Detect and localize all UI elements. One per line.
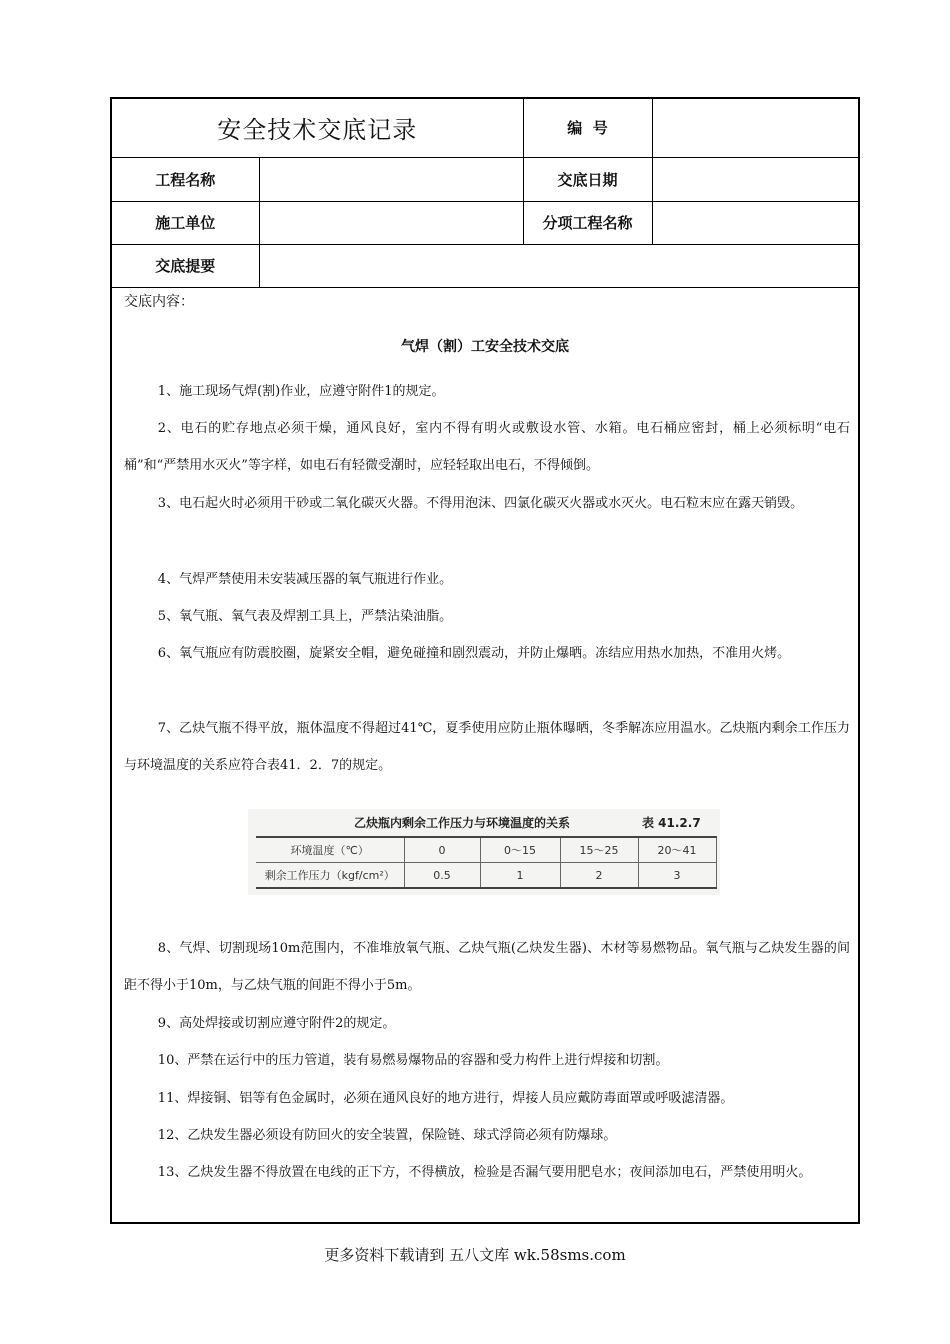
table-cell: 3 xyxy=(638,863,716,889)
paragraph-4: 4、气焊严禁使用未安装减压器的氧气瓶进行作业。 xyxy=(157,572,453,587)
paragraph-3: 3、电石起火时必须用干砂或二氧化碳灭火器。不得用泡沫、四氯化碳灭火器或水灭火。电石粒末应在露天销毁。 xyxy=(157,496,804,511)
paragraph-5: 5、氧气瓶、氧气表及焊割工具上，严禁沾染油脂。 xyxy=(157,609,453,624)
sub-project-label: 分项工程名称 xyxy=(523,201,652,244)
pressure-table xyxy=(256,836,717,889)
paragraph-6: 6、氧气瓶应有防震胶圈，旋紧安全帽，避免碰撞和剧烈震动，并防止爆晒。冻结应用热水加热，不准用火烤。 xyxy=(157,646,791,661)
table-cell: 0 xyxy=(404,837,480,863)
pressure-table-number: 表 41.2.7 xyxy=(642,816,701,830)
table-cell: 2 xyxy=(560,863,638,889)
record-title: 安全技术交底记录 xyxy=(112,99,523,157)
content-label: 交底内容： xyxy=(124,294,194,310)
paragraph-9: 9、高处焊接或切割应遵守附件2的规定。 xyxy=(157,1016,396,1031)
paragraph-12: 12、乙炔发生器必须设有防回火的安全装置，保险链、球式浮筒必须有防爆球。 xyxy=(157,1128,617,1143)
table-row xyxy=(256,863,716,889)
paragraph-13: 13、乙炔发生器不得放置在电线的正下方，不得横放，检验是否漏气要用肥皂水；夜间添加电石，严禁使用明火。 xyxy=(157,1165,812,1180)
table-row xyxy=(256,837,716,863)
paragraph-1: 1、施工现场气焊(割)作业，应遵守附件1的规定。 xyxy=(157,384,445,399)
table-cell: 0.5 xyxy=(404,863,480,889)
paragraph-10: 10、严禁在运行中的压力管道，装有易燃易爆物品的容器和受力构件上进行焊接和切割。 xyxy=(157,1053,669,1068)
content-section xyxy=(112,289,858,1224)
paragraph-11: 11、焊接铜、铝等有色金属时，必须在通风良好的地方进行，焊接人员应戴防毒面罩或呼吸滤清器。 xyxy=(157,1091,734,1106)
pressure-table-figure xyxy=(248,809,720,895)
unit-field[interactable] xyxy=(259,201,523,244)
footer-link[interactable]: 更多资料下载请到 五八文库 wk.58sms.com xyxy=(324,1246,626,1264)
table-cell: 0～15 xyxy=(480,837,560,863)
temperature-label: 环境温度（℃） xyxy=(256,837,404,863)
project-name-label: 工程名称 xyxy=(112,157,259,201)
sub-project-field[interactable] xyxy=(652,201,858,244)
date-field[interactable] xyxy=(652,157,858,201)
number-label: 编 号 xyxy=(523,99,652,157)
paragraph-7: 7、乙炔气瓶不得平放，瓶体温度不得超过41℃，夏季使用应防止瓶体曝晒，冬季解冻应用温水。乙炔瓶内剩余工作压力与环境温度的关系应符合表41．2．7的规定。 xyxy=(124,721,850,773)
record-frame xyxy=(110,97,860,1224)
header-table xyxy=(112,99,858,288)
date-label: 交底日期 xyxy=(523,157,652,201)
summary-label: 交底提要 xyxy=(112,244,259,287)
paragraph-8: 8、气焊、切割现场10m范围内，不准堆放氧气瓶、乙炔气瓶(乙炔发生器)、木材等易燃物品。氧气瓶与乙炔发生器的间距不得小于10m，与乙炔气瓶的间距不得小于5m。 xyxy=(124,941,850,993)
number-field[interactable] xyxy=(652,99,858,157)
project-name-field[interactable] xyxy=(259,157,523,201)
summary-field[interactable] xyxy=(259,244,858,287)
pressure-label: 剩余工作压力（kgf/cm²） xyxy=(256,863,404,889)
table-cell: 20～41 xyxy=(638,837,716,863)
paragraph-2: 2、电石的贮存地点必须干燥，通风良好，室内不得有明火或敷设水管、水箱。电石桶应密封，桶上必须标明“电石桶”和“严禁用水灭火”等字样，如电石有轻微受潮时，应轻轻取出电石，不得倾倒。 xyxy=(124,421,850,473)
table-cell: 15～25 xyxy=(560,837,638,863)
document-title: 气焊（割）工安全技术交底 xyxy=(401,339,569,355)
pressure-table-title: 乙炔瓶内剩余工作压力与环境温度的关系 xyxy=(354,816,571,830)
table-cell: 1 xyxy=(480,863,560,889)
unit-label: 施工单位 xyxy=(112,201,259,244)
